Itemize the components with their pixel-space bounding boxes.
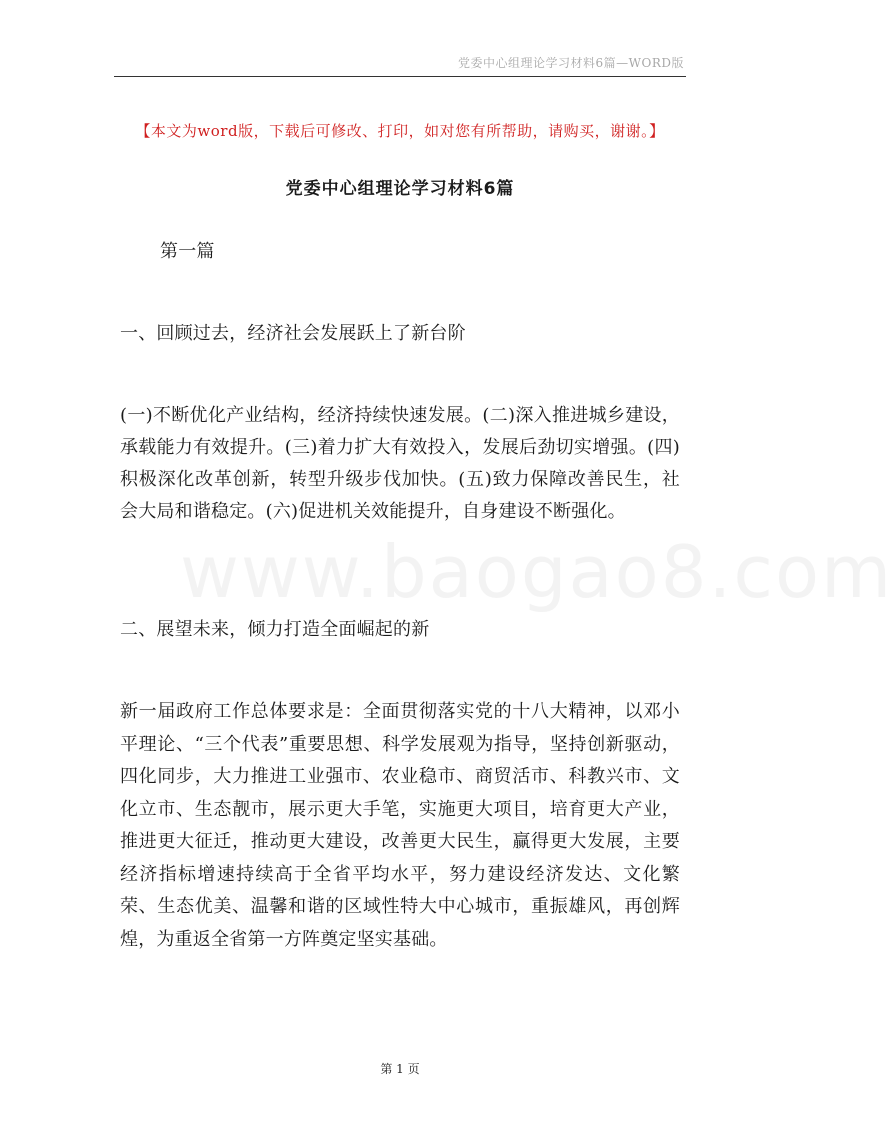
watermark: www.baogao8.com — [180, 530, 893, 614]
paragraph-1: (一)不断优化产业结构，经济持续快速发展。(二)深入推进城乡建设，承载能力有效提升。(三)着力扩大有效投入，发展后劲切实增强。(四)积极深化改革创新，转型升级步伐加快。(五)致力保障改善民生，社会大局和谐稳定。(六)促进机关效能提升，自身建设不断强化。 — [120, 405, 680, 522]
header-divider — [114, 76, 686, 77]
purchase-notice: 【本文为word版，下载后可修改、打印，如对您有所帮助，请购买，谢谢。】 — [135, 122, 665, 140]
heading-1: 一、回顾过去，经济社会发展跃上了新台阶 — [120, 323, 466, 344]
heading-2: 二、展望未来，倾力打造全面崛起的新 — [120, 619, 430, 640]
page-number: 第 1 页 — [380, 1062, 420, 1076]
paragraph-2: 新一届政府工作总体要求是：全面贯彻落实党的十八大精神，以邓小平理论、“三个代表”重要思想、科学发展观为指导，坚持创新驱动，四化同步，大力推进工业强市、农业稳市、商贸活市、科教兴市、文化立市、生态靓市，展示更大手笔，实施更大项目，培育更大产业，推进更大征迁，推动更大建设，改善更大民生，赢得更大发展，主要经济指标增速持续高于全省平均水平，努力建设经济发达、文化繁荣、生态优美、温馨和谐的区域性特大中心城市，重振雄风，再创辉煌，为重返全省第一方阵奠定坚实基础。 — [120, 701, 680, 950]
section-label: 第一篇 — [160, 241, 215, 262]
page-header: 党委中心组理论学习材料6篇—WORD版 — [458, 56, 684, 70]
document-title: 党委中心组理论学习材料6篇 — [285, 179, 515, 199]
